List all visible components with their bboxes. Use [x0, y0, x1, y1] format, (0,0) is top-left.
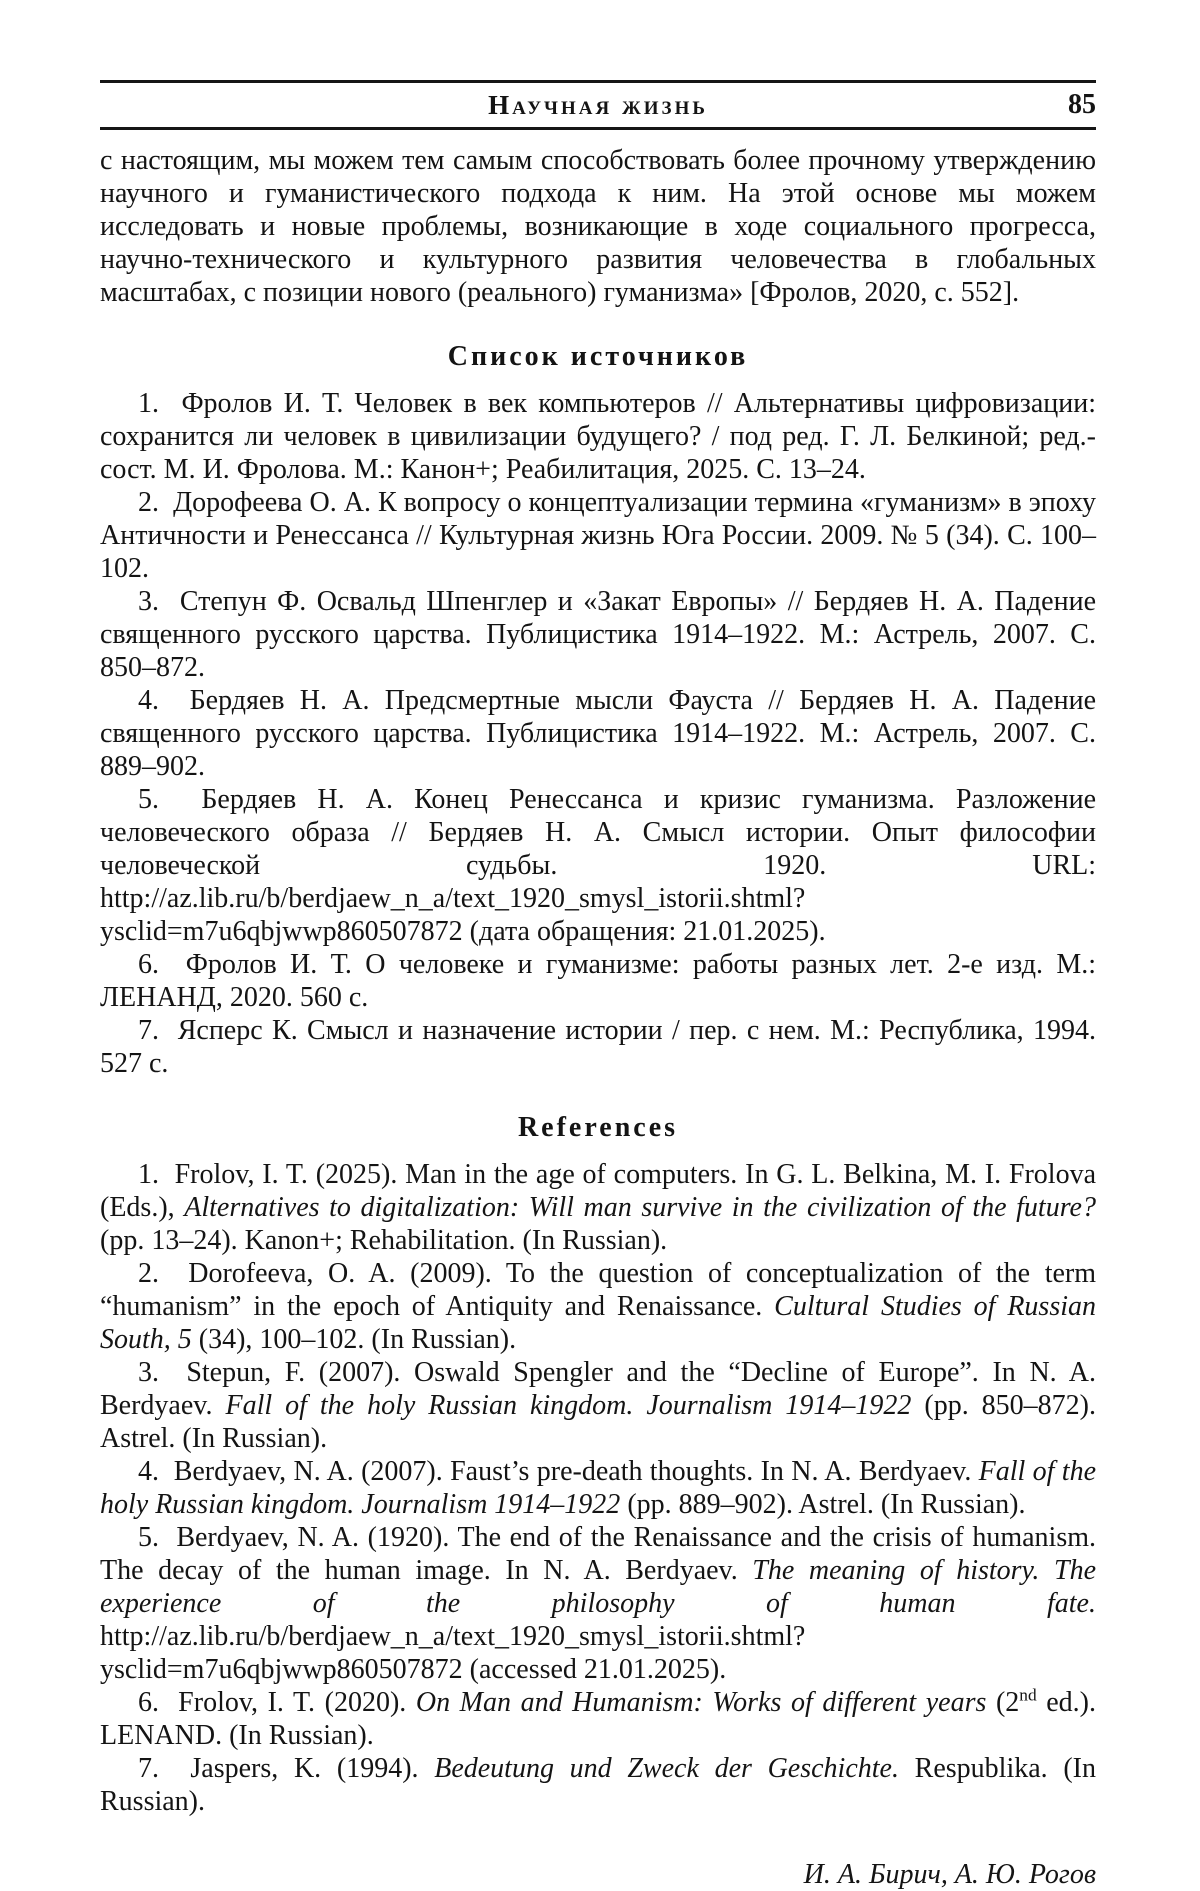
reference-number: 4.	[138, 685, 190, 716]
sources-section	[100, 340, 1096, 1080]
reference-text: http://az.lib.ru/b/berdjaew_n_a/text_1920_smysl_istorii.shtml?ysclid=m7u6qbjwwp860507872 (accessed 21.01.2025).	[100, 1621, 806, 1685]
reference-title-italic: The meaning of history. The experience of the philosophy of human fate.	[100, 1555, 1096, 1619]
reference-title-italic: Bedeutung und Zweck der Geschichte.	[434, 1753, 899, 1784]
reference-text: Respublika. (In Russian).	[100, 1753, 1097, 1817]
references-list	[100, 1158, 1096, 1818]
reference-text: Степун Ф. Освальд Шпенглер и «Закат Европы» // Бердяев Н. А. Падение священного русского царства. Публицистика 1914–1922. М.: Астрель, 2007. С. 850–872.	[100, 586, 1096, 683]
reference-text: Jaspers, K. (1994).	[190, 1753, 435, 1784]
reference-text: Ясперс К. Смысл и назначение истории / пер. с нем. М.: Республика, 1994. 527 с.	[100, 1015, 1097, 1079]
reference-number: 5.	[138, 784, 202, 815]
reference-number: 2.	[138, 487, 174, 518]
reference-item	[100, 1158, 1096, 1257]
reference-text: Бердяев Н. А. Конец Ренессанса и кризис гуманизма. Разложение человеческого образа // Бердяев Н. А. Смысл истории. Опыт философии человеческой судьбы. 1920. URL: http://az.lib.ru/b/berdjaew_n_a/text_1920_smysl_istorii.shtml?ysclid=m7u6qbjwwp860507872 (дата обращения: 21.01.2025).	[100, 784, 1097, 947]
reference-number: 6.	[138, 949, 186, 980]
reference-text: Фролов И. Т. Человек в век компьютеров // Альтернативы цифровизации: сохранится ли человек в цивилизации будущего? / под ред. Г. Л. Белкиной; ред.-сост. М. И. Фролова. М.: Канон+; Реабилитация, 2025. С. 13–24.	[100, 388, 1096, 485]
reference-item	[100, 1686, 1096, 1752]
reference-number: 4.	[138, 1456, 174, 1487]
reference-text: (2	[986, 1687, 1020, 1718]
reference-title-italic: Fall of the holy Russian kingdom. Journalism 1914–1922	[100, 1456, 1097, 1520]
reference-number: 7.	[138, 1015, 178, 1046]
reference-item	[100, 585, 1096, 684]
reference-item	[100, 1257, 1096, 1356]
reference-item	[100, 1521, 1096, 1686]
reference-title-italic: Alternatives to digitalization: Will man survive in the civilization of the future?	[184, 1192, 1096, 1223]
page-number: 85	[1068, 89, 1096, 120]
references-section	[100, 1111, 1096, 1818]
reference-item	[100, 1014, 1096, 1080]
reference-text: Berdyaev, N. A. (1920). The end of the Renaissance and the crisis of humanism. The decay of the human image. In N. A. Berdyaev.	[100, 1522, 1097, 1586]
reference-text: nd	[1019, 1685, 1037, 1705]
header-bottom-rule	[100, 127, 1096, 130]
running-head-title: Научная жизнь	[488, 89, 708, 120]
reference-number: 1.	[138, 1159, 175, 1190]
reference-text: (pp. 889–902). Astrel. (In Russian).	[620, 1489, 1026, 1520]
reference-text: Stepun, F. (2007). Oswald Spengler and the “Decline of Europe”. In N. A. Berdyaev.	[100, 1357, 1097, 1421]
reference-text: (pp. 850–872). Astrel. (In Russian).	[100, 1390, 1097, 1454]
reference-text: Frolov, I. T. (2020).	[178, 1687, 416, 1718]
reference-text: Бердяев Н. А. Предсмертные мысли Фауста // Бердяев Н. А. Падение священного русского царства. Публицистика 1914–1922. М.: Астрель, 2007. С. 889–902.	[100, 685, 1096, 782]
reference-item	[100, 948, 1096, 1014]
reference-number: 6.	[138, 1687, 179, 1718]
intro-paragraph: с настоящим, мы можем тем самым способствовать более прочному утверждению научного и гуманистического подхода к ним. На этой основе мы можем исследовать и новые проблемы, возникающие в ходе социального прогресса, научно-технического и культурного развития человечества в глобальных масштабах, с позиции нового (реального) гуманизма» [Фролов, 2020, с. 552].	[100, 145, 1096, 308]
reference-number: 5.	[138, 1522, 177, 1553]
reference-number: 3.	[138, 586, 180, 617]
reference-title-italic: On Man and Humanism: Works of different years	[415, 1687, 987, 1718]
reference-number: 1.	[138, 388, 182, 419]
reference-text: Фролов И. Т. О человеке и гуманизме: работы разных лет. 2-е изд. М.: ЛЕНАНД, 2020. 560 с.	[100, 949, 1097, 1013]
reference-item	[100, 387, 1096, 486]
reference-text: Berdyaev, N. A. (2007). Faust’s pre-death thoughts. In N. A. Berdyaev.	[173, 1456, 979, 1487]
reference-item	[100, 1752, 1096, 1818]
reference-number: 7.	[138, 1753, 191, 1784]
authors-signature: И. А. Бирич, А. Ю. Рогов	[803, 1859, 1096, 1890]
reference-item	[100, 684, 1096, 783]
reference-text: (pp. 13–24). Kanon+; Rehabilitation. (In Russian).	[100, 1225, 668, 1256]
reference-title-italic: Fall of the holy Russian kingdom. Journalism 1914–1922	[225, 1390, 912, 1421]
reference-number: 2.	[138, 1258, 189, 1289]
page-header	[100, 83, 1096, 127]
sources-heading: Список источников	[447, 341, 749, 372]
reference-text: ed.). LENAND. (In Russian).	[100, 1687, 1096, 1751]
reference-text: Frolov, I. T. (2025). Man in the age of computers. In G. L. Belkina, M. I. Frolova (Eds.),	[100, 1159, 1096, 1223]
reference-text: Дорофеева О. А. К вопросу о концептуализации термина «гуманизм» в эпоху Античности и Ренессанса // Культурная жизнь Юга России. 2009. № 5 (34). С. 100–102.	[100, 487, 1096, 584]
reference-text: Dorofeeva, O. A. (2009). To the question of conceptualization of the term “humanism” in the epoch of Antiquity and Renaissance.	[100, 1258, 1097, 1322]
reference-text: (34), 100–102. (In Russian).	[191, 1324, 517, 1355]
reference-item	[100, 486, 1096, 585]
reference-title-italic: Cultural Studies of Russian South, 5	[100, 1291, 1096, 1355]
reference-item	[100, 1455, 1096, 1521]
sources-list	[100, 387, 1096, 1080]
reference-number: 3.	[138, 1357, 187, 1388]
reference-item	[100, 1356, 1096, 1455]
reference-item	[100, 783, 1096, 948]
references-heading: References	[517, 1112, 679, 1143]
